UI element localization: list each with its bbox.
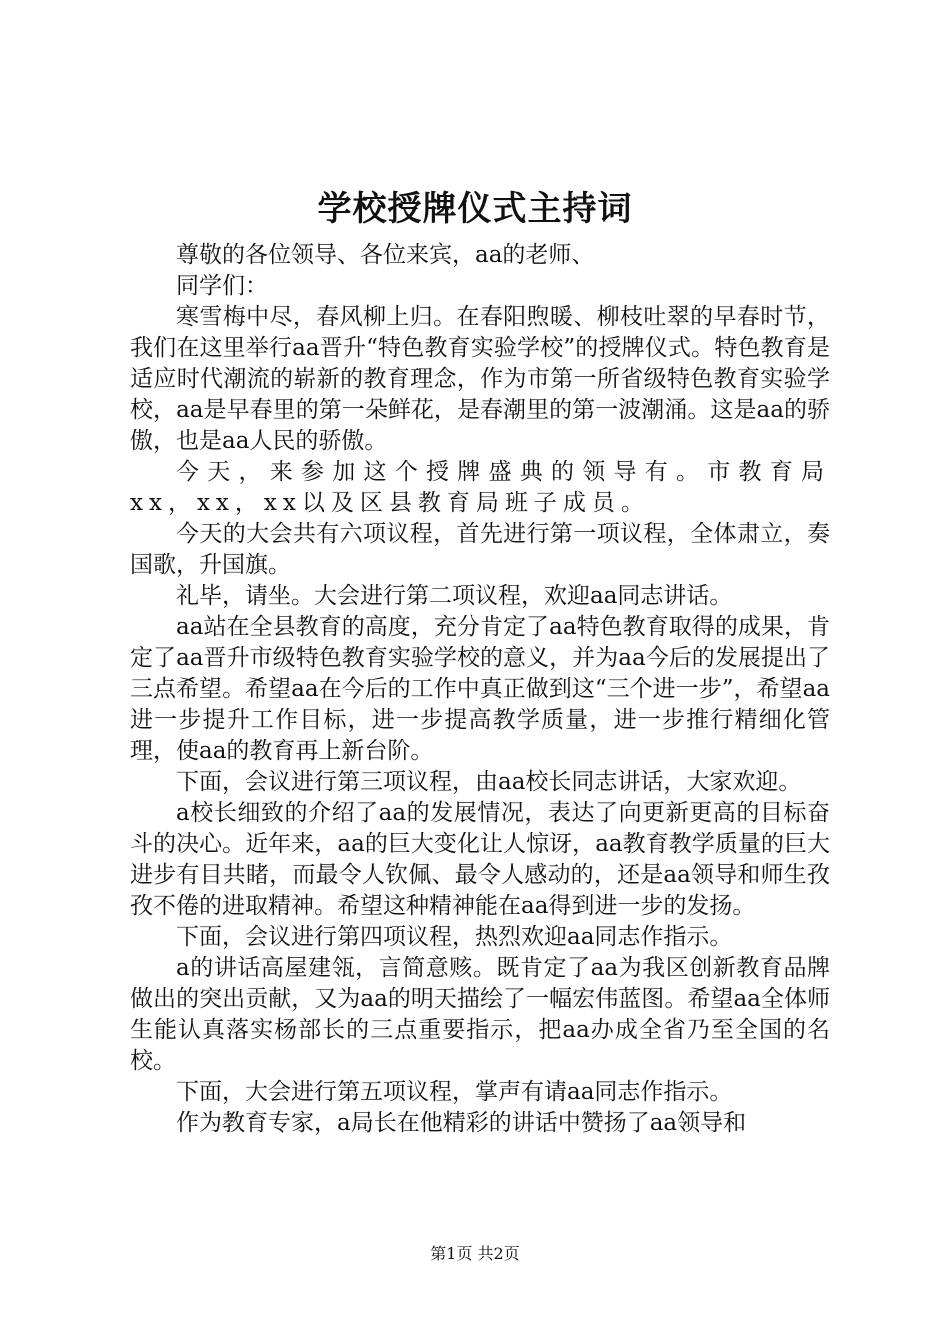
paragraph-speech-four: 作为教育专家，a局长在他精彩的讲话中赞扬了aa领导和 xyxy=(176,1110,747,1136)
paragraph-greeting: 尊敬的各位领导、各位来宾，aa的老师、 xyxy=(176,242,595,268)
paragraph-agenda-five: 下面，大会进行第五项议程，掌声有请aa同志作指示。 xyxy=(176,1079,733,1105)
paragraph-agenda-one: 今天的大会共有六项议程，首先进行第一项议程，全体肃立，奏国歌，升国旗。 xyxy=(130,521,830,578)
paragraph-greeting-cont: 同学们： xyxy=(176,273,268,299)
paragraph-opening: 寒雪梅中尽，春风柳上归。在春阳煦暖、柳枝吐翠的早春时节，我们在这里举行aa晋升“特色教育实验学校”的授牌仪式。特色教育是适应时代潮流的崭新的教育理念，作为市第一所省级特色教育实验学校，aa是早春里的第一朵鲜花，是春潮里的第一波潮涌。这是aa的骄傲，也是aa人民的骄傲。 xyxy=(130,304,830,454)
paragraph-agenda-two: 礼毕，请坐。大会进行第二项议程，欢迎aa同志讲话。 xyxy=(176,583,733,609)
document-body xyxy=(130,240,830,1139)
paragraph-speech-one: aa站在全县教育的高度，充分肯定了aa特色教育取得的成果，肯定了aa晋升市级特色教育实验学校的意义，并为aa今后的发展提出了三点希望。希望aa在今后的工作中真正做到这“三个进一步”，希望aa进一步提升工作目标，进一步提高教学质量，进一步推行精细化管理，使aa的教育再上新台阶。 xyxy=(130,614,830,764)
paragraph-guests: 今天，来参加这个授牌盛典的领导有。市教育局xx，xx，xx以及区县教育局班子成员。 xyxy=(130,459,830,516)
paragraph-agenda-three: 下面，会议进行第三项议程，由aa校长同志讲话，大家欢迎。 xyxy=(176,769,802,795)
paragraph-speech-three: a的讲话高屋建瓴，言简意赅。既肯定了aa为我区创新教育品牌做出的突出贡献，又为aa的明天描绘了一幅宏伟蓝图。希望aa全体师生能认真落实杨部长的三点重要指示，把aa办成全省乃至全国的名校。 xyxy=(130,955,830,1074)
page-number: 第1页 共2页 xyxy=(430,1244,520,1263)
document-title: 学校授牌仪式主持词 xyxy=(317,189,633,229)
paragraph-agenda-four: 下面，会议进行第四项议程，热烈欢迎aa同志作指示。 xyxy=(176,924,733,950)
paragraph-speech-two: a校长细致的介绍了aa的发展情况，表达了向更新更高的目标奋斗的决心。近年来，aa的巨大变化让人惊讶，aa教育教学质量的巨大进步有目共睹，而最令人钦佩、最令人感动的，还是aa领导和师生孜孜不倦的进取精神。希望这种精神能在aa得到进一步的发扬。 xyxy=(130,800,830,919)
